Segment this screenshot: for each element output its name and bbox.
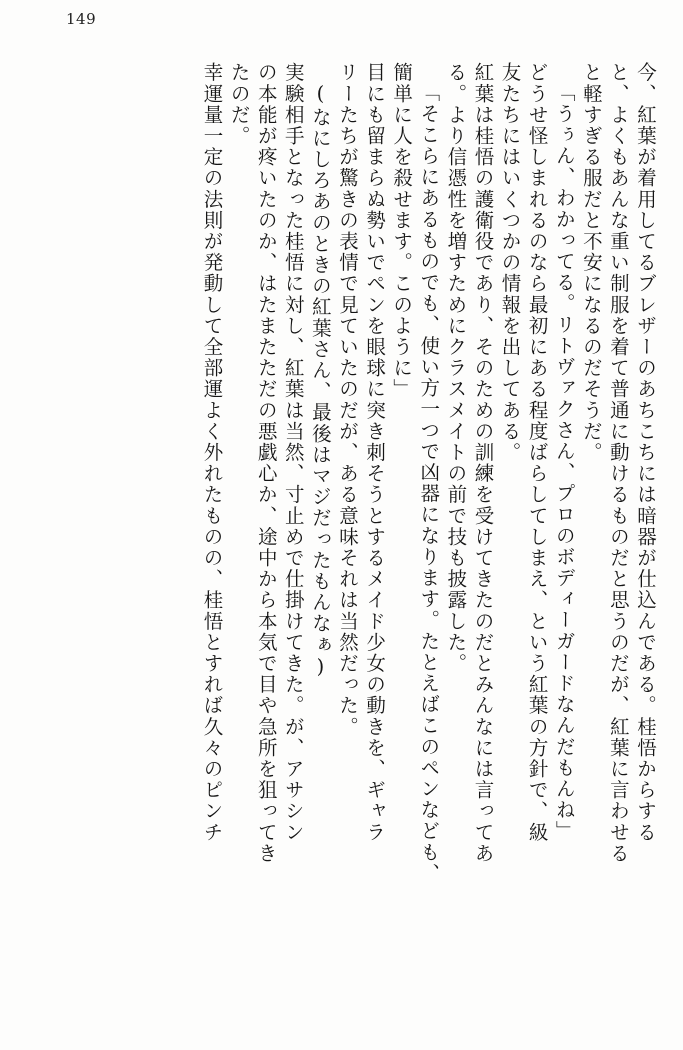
text-line: 今、紅葉が着用してるブレザーのあちこちには暗器が仕込んである。桂悟からする [634, 62, 657, 843]
text-line: の本能が疼いたのか、はたまたただの悪戯心か、途中から本気で目や急所を狙ってき [254, 62, 278, 864]
vertical-body-text [28, 62, 655, 1027]
text-line: どうせ怪しまれるのなら最初にある程度ばらしてしまえ、という紅葉の方針で、級 [525, 62, 549, 843]
text-line: と軽すぎる服だと不安になるのだそうだ。 [579, 62, 603, 463]
text-line: 簡単に人を殺せます。このように」 [390, 62, 414, 400]
text-line: 「うぅん、わかってる。リトヴァクさん、プロのボディーガードなんだもんね」 [552, 82, 576, 842]
text-line: 紅葉は桂悟の護衛役であり、そのための訓練を受けてきたのだとみんなには言ってあ [471, 62, 495, 864]
text-line: 実験相手となった桂悟に対し、紅葉は当然、寸止めで仕掛けてきた。が、アサシン [281, 62, 305, 843]
text-line: リーたちが驚きの表情で見ていたのだが、ある意味それは当然だった。 [335, 62, 359, 738]
text-line: たのだ。 [227, 62, 251, 147]
text-line: 友たちにはいくつかの情報を出してある。 [498, 62, 522, 463]
text-line: と、よくもあんな重い制服を着て普通に動けるものだと思うのだが、紅葉に言わせる [606, 62, 630, 864]
text-line: 目にも留まらぬ勢いでペンを眼球に突き刺そうとするメイド少女の動きを、ギャラ [363, 62, 387, 843]
text-line: 幸運量一定の法則が発動して全部運よく外れたものの、桂悟とすれば久々のピンチ [200, 62, 224, 843]
text-line: る。より信憑性を増すためにクラスメイトの前で技も披露した。 [444, 62, 468, 674]
page-number: 149 [66, 10, 97, 28]
text-line: 「そこらにあるものでも、使い方一つで凶器になります。たとえばこのペンなども、 [417, 82, 441, 884]
text-line: (なにしろあのときの紅葉さん、最後はマジだったもんなぁ) [308, 82, 332, 680]
